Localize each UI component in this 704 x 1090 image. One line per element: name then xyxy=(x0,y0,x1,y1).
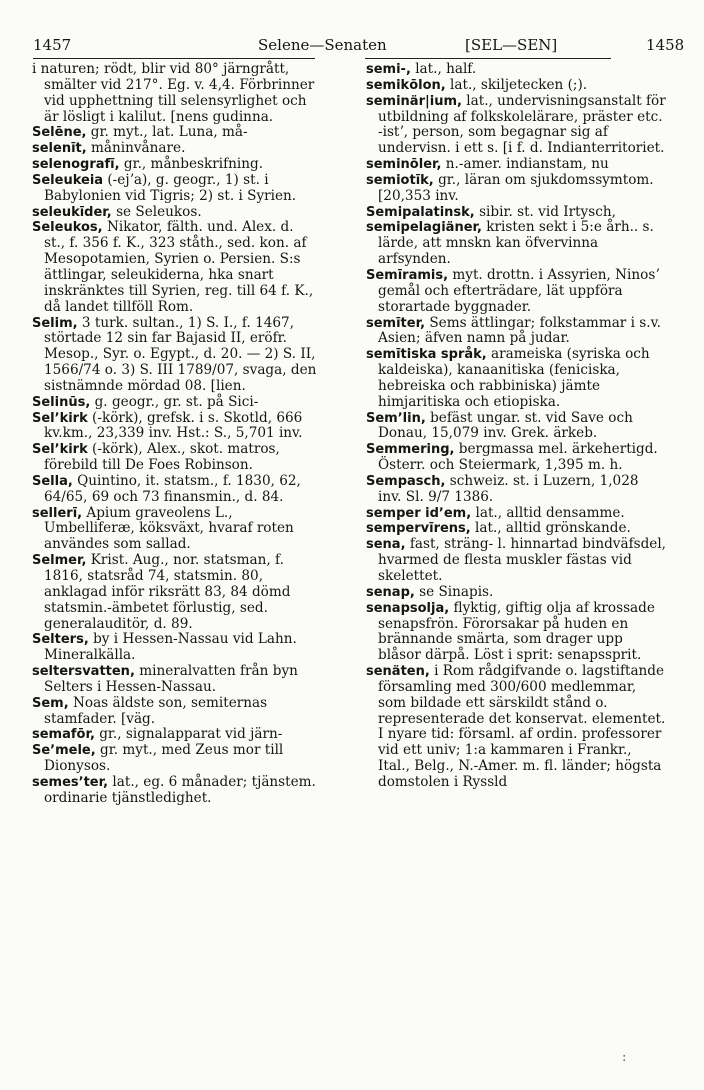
headword: sellerī, xyxy=(32,505,83,521)
definition: arameiska (syriska och kaldeiska), kanaanitiska (feniciska, hebreiska och rabbiniska) jämte himjaritiska och etiopiska. xyxy=(378,346,650,410)
dictionary-entry xyxy=(32,442,318,474)
definition: mineralvatten från byn Selters i Hessen-Nassau. xyxy=(44,663,298,695)
headword: selenīt, xyxy=(32,141,87,157)
definition: g. geogr., gr. st. på Sici- xyxy=(90,393,259,410)
dictionary-entry xyxy=(32,775,318,807)
headword: Semmering, xyxy=(366,442,455,458)
dictionary-entry xyxy=(32,743,318,775)
definition: (-körk), grefsk. i s. Skotld, 666 kv.km., 23,339 inv. Hst.: S., 5,701 inv. xyxy=(44,409,303,442)
dictionary-entry xyxy=(32,395,318,411)
definition: gr. myt., lat. Luna, må- xyxy=(86,124,248,141)
headword: Semipalatinsk, xyxy=(366,204,475,220)
definition: bergmassa mel. ärkehertigd. Österr. och Steiermark, 1,395 m. h. xyxy=(378,441,658,474)
dictionary-entry xyxy=(366,268,666,316)
definition: n.-amer. indianstam, nu xyxy=(441,156,609,173)
headword: Sella, xyxy=(32,473,73,489)
dictionary-entry xyxy=(32,664,318,696)
headword: Seleukos, xyxy=(32,220,103,236)
definition: lat., half. xyxy=(410,61,477,77)
dictionary-entry xyxy=(366,442,666,474)
definition: flyktig, giftig olja af krossade senapsfrön. Förorsakar på huden en brännande smärta, som drager upp blåsor därpå. Löst i sprit: senapssprit. xyxy=(378,599,655,664)
dictionary-entry xyxy=(366,506,666,522)
dictionary-entry xyxy=(32,632,318,664)
dictionary-entry xyxy=(366,664,666,791)
definition: Quintino, it. statsm., f. 1830, 62, 64/65, 69 och 73 finansmin., d. 84. xyxy=(44,472,301,505)
dictionary-entry xyxy=(366,347,666,410)
definition: schweiz. st. i Luzern, 1,028 inv. Sl. 9/7 1386. xyxy=(378,472,639,505)
headword: semafōr, xyxy=(32,727,95,743)
definition: gr., läran om sjukdomssymtom. [20,353 inv. xyxy=(378,171,654,204)
definition: se Seleukos. xyxy=(111,203,202,220)
definition: Nikator, fälth. und. Alex. d. st., f. 356 f. K., 323 ståth., sed. kon. af Mesopotamien, Syrien o. Persien. S:s ättlingar, seleukiderna, hka snart inskränktes till Syrien, reg. till 64 f. K., då landet tillföll Rom. xyxy=(44,219,314,315)
definition: sibir. st. vid Irtysch, xyxy=(474,203,616,220)
dictionary-entry xyxy=(366,521,666,537)
dictionary-entry xyxy=(366,316,666,348)
dictionary-entry xyxy=(32,125,318,141)
headword: Selinūs, xyxy=(32,394,91,410)
headword: seltersvatten, xyxy=(32,664,135,680)
definition: (-körk), Alex., skot. matros, förebild till De Foes Robinson. xyxy=(44,441,280,474)
headword: semikōlon, xyxy=(366,77,446,93)
headword: Selters, xyxy=(32,632,89,648)
headword: Seleukeia xyxy=(32,172,104,188)
headword: semiotīk, xyxy=(366,172,434,188)
headword: Seʼmele, xyxy=(32,743,96,759)
dictionary-entry xyxy=(366,601,666,664)
definition: myt. drottn. i Assyrien, Ninosʼ gemål och efterträdare, lät uppföra storartade byggnader. xyxy=(378,266,660,315)
definition: Apium graveolens L., Umbelliferæ, köksväxt, hvaraf roten användes som sallad. xyxy=(44,504,294,553)
footer-mark: : xyxy=(622,1050,627,1065)
headword: senäten, xyxy=(366,664,430,680)
page-number-right: 1458 xyxy=(646,36,685,54)
running-title: Selene—Senaten xyxy=(258,36,387,54)
headword: semīter, xyxy=(366,315,426,331)
dictionary-entry xyxy=(366,537,666,585)
dictionary-entry xyxy=(366,157,666,173)
dictionary-entry xyxy=(32,316,318,395)
dictionary-entry xyxy=(32,141,318,157)
definition: (-ejʼa), g. geogr., 1) st. i Babylonien vid Tigris; 2) st. i Syrien. xyxy=(44,171,297,204)
dictionary-entry xyxy=(366,173,666,205)
definition: befäst ungar. st. vid Save och Donau, 15,079 inv. Grek. ärkeb. xyxy=(378,409,633,442)
headword: senapsolja, xyxy=(366,600,450,616)
header-rule-right xyxy=(365,58,611,59)
dictionary-entry xyxy=(366,220,666,268)
header-rule-left xyxy=(33,58,315,59)
definition: i Rom rådgifvande o. lagstiftande församling med 300/600 medlemmar, som bildade ett särskildt stånd o. representerade det konservat. elementet. I nyare tid: församl. af ordin. professorer vid ett univ; 1:a kammaren i Frankr., Ital., Belg., N.-Amer. m. fl. länder; högsta domstolen i Ryssld xyxy=(378,663,666,790)
definition: kristen sekt i 5:e årh.. s. lärde, att mnskn kan öfvervinna arfsynden. xyxy=(378,219,654,268)
headword: Selmer, xyxy=(32,553,87,569)
headword: semper idʼem, xyxy=(366,505,472,521)
dictionary-entry xyxy=(32,220,318,315)
dictionary-entry xyxy=(32,411,318,443)
headword: semītiska språk, xyxy=(366,347,487,363)
headword: seminär|ium, xyxy=(366,93,462,109)
definition: gr. myt., med Zeus mor till Dionysos. xyxy=(44,742,284,775)
headword: semesʼter, xyxy=(32,774,109,790)
dictionary-entry xyxy=(32,474,318,506)
definition: Noas äldste son, semiternas stamfader. [väg. xyxy=(44,694,268,727)
dictionary-entry xyxy=(366,411,666,443)
dictionary-entry xyxy=(32,173,318,205)
headword: seminōler, xyxy=(366,157,442,173)
headword: sena, xyxy=(366,537,406,553)
definition: se Sinapis. xyxy=(414,583,494,600)
headword: Semīramis, xyxy=(366,267,449,283)
left-column xyxy=(32,62,318,807)
headword: seleukīder, xyxy=(32,204,112,220)
dictionary-entry xyxy=(366,474,666,506)
dictionary-entry xyxy=(32,506,318,554)
headword: semipelagiäner, xyxy=(366,220,482,236)
definition: by i Hessen-Nassau vid Lahn. Mineralkälla. xyxy=(44,631,297,664)
definition: gr., månbeskrifning. xyxy=(119,156,264,173)
definition: lat., alltid densamme. xyxy=(471,504,625,521)
dictionary-entry xyxy=(32,157,318,173)
headword: selenografī, xyxy=(32,157,120,173)
headword: senap, xyxy=(366,584,415,600)
headword: Selim, xyxy=(32,315,78,331)
dictionary-entry xyxy=(32,62,318,125)
definition: lat., alltid grönskande. xyxy=(470,520,631,537)
dictionary-entry xyxy=(32,696,318,728)
page-number-left: 1457 xyxy=(33,36,72,54)
dictionary-entry xyxy=(366,585,666,601)
section-range: [SEL—SEN] xyxy=(465,36,558,54)
definition: Krist. Aug., nor. statsman, f. 1816, statsråd 74, statsmin. 80, anklagad inför riksrätt 83, 84 dömd statsmin.-ämbetet förlustig, sed. generalauditör, d. 89. xyxy=(44,552,291,632)
headword: Selʼkirk xyxy=(32,442,88,458)
definition: fast, sträng- l. hinnartad bindväfsdel, hvarmed de flesta muskler fästas vid skelettet. xyxy=(378,536,666,584)
dictionary-entry xyxy=(32,205,318,221)
dictionary-entry xyxy=(366,94,666,157)
headword: Selēne, xyxy=(32,125,87,141)
headword: Sem, xyxy=(32,695,69,711)
headword: Semʼlin, xyxy=(366,410,426,426)
headword: Sempasch, xyxy=(366,473,446,489)
definition: lat., skiljetecken (;). xyxy=(445,76,588,93)
dictionary-entry xyxy=(366,78,666,94)
definition: Sems ättlingar; folkstammar i s.v. Asien; äfven namn på judar. xyxy=(378,314,661,347)
dictionary-entry xyxy=(32,727,318,743)
headword: sempervīrens, xyxy=(366,521,471,537)
dictionary-entry xyxy=(32,553,318,632)
definition: lat., undervisningsanstalt för utbildning af folkskolelärare, präster etc. -istʼ, person, som begagnar sig af undervisn. i ett s. [i f. d. Indianterritoriet. xyxy=(378,92,666,157)
definition: lat., eg. 6 månader; tjänstem. ordinarie tjänstledighet. xyxy=(44,773,316,806)
page-header xyxy=(0,36,704,58)
definition: gr., signalapparat vid järn- xyxy=(94,726,283,743)
right-column xyxy=(366,62,666,791)
definition: 3 turk. sultan., 1) S. I., f. 1467, störtade 12 sin far Bajasid II, eröfr. Mesop., Syr. o. Egypt., d. 20. — 2) S. II, 1566/74 o. 3) S. III 1789/07, svaga, den sistnämnde mördad 08. [lien. xyxy=(44,314,317,394)
headword: semi-, xyxy=(366,62,411,77)
definition: i naturen; rödt, blir vid 80° järngrått, smälter vid 217°. Eg. v. 4,4. Förbrinner vid upphettning till selensyrlighet och är lösligt i kalilut. [nens gudinna. xyxy=(32,61,315,125)
dictionary-entry xyxy=(366,62,666,78)
definition: måninvånare. xyxy=(86,140,186,157)
headword: Selʼkirk xyxy=(32,410,88,426)
dictionary-entry xyxy=(366,205,666,221)
